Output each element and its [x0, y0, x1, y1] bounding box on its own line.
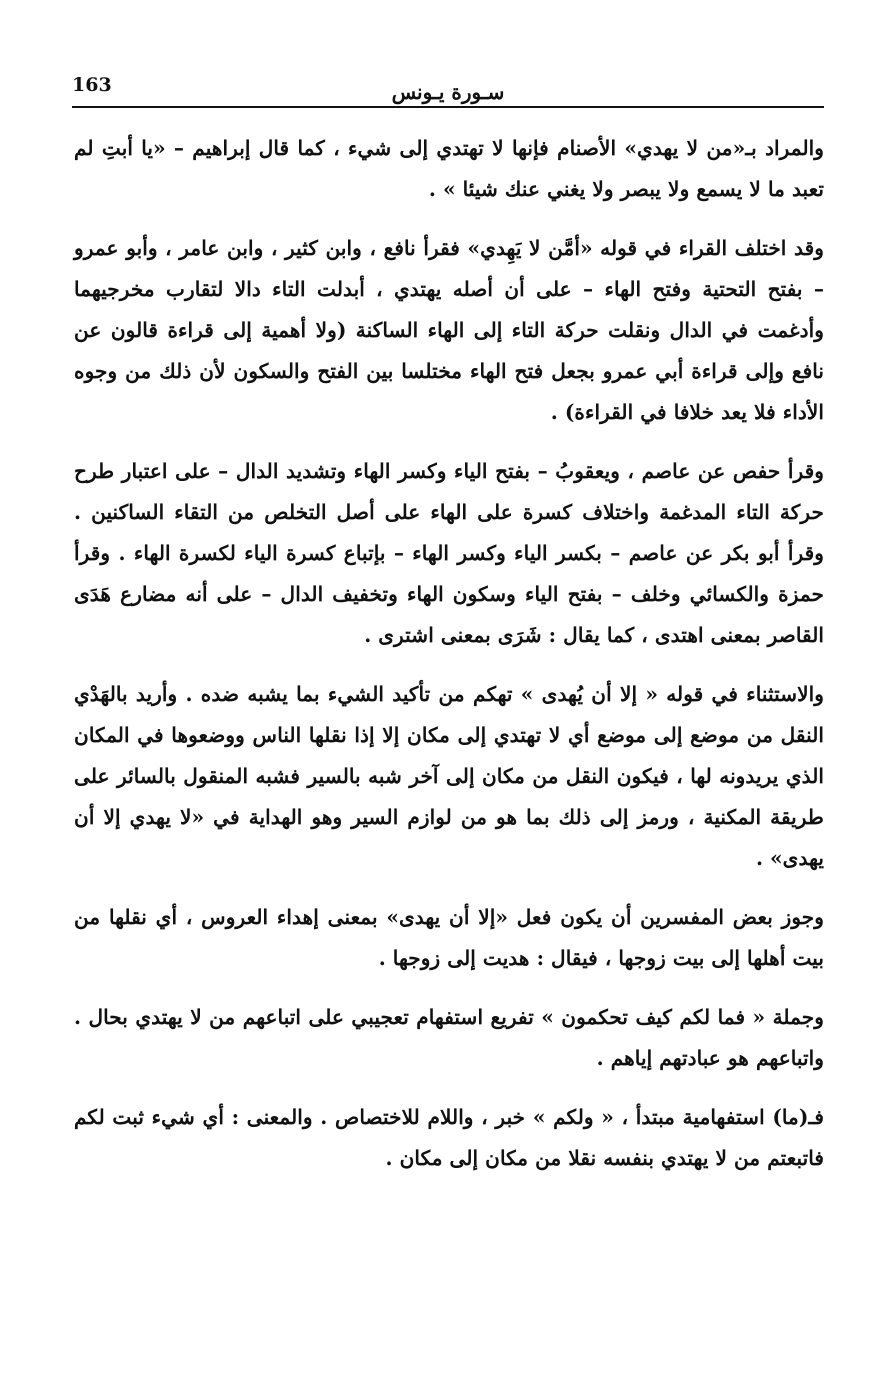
paragraph-3: وقرأ حفص عن عاصم ، ويعقوبُ – بفتح الياء وكسر الهاء وتشديد الدال – على اعتبار طرح حركة التاء المدغمة واختلاف كسرة على الهاء على أصل التخلص من التقاء الساكنين . وقرأ أبو بكر عن عاصم – بكسر الياء وكسر الهاء – بإتباع كسرة الياء لكسرة الهاء . وقرأ حمزة والكسائي وخلف – بفتح الياء وسكون الهاء وتخفيف الدال – على أنه مضارع هَدَى القاصر بمعنى اهتدى ، كما يقال : شَرَى بمعنى اشترى .: [74, 459, 824, 647]
paragraph-1: والمراد بـ«من لا يهدي» الأصنام فإنها لا تهتدي إلى شيء ، كما قال إبراهيم – «يا أبتِ لم تعبد ما لا يسمع ولا يبصر ولا يغني عنك شيئا » .: [74, 136, 824, 201]
page-number: 163: [72, 74, 112, 96]
page-header: [72, 74, 824, 108]
paragraph-4: والاستثناء في قوله « إلا أن يُهدى » تهكم من تأكيد الشيء بما يشبه ضده . وأريد بالهَدْي النقل من موضع إلى موضع أي لا تهتدي إلى مكان إلا إذا نقلها الناس ووضعوها في المكان الذي يريدونه لها ، فيكون النقل من مكان إلى آخر شبه بالسير فشبه المنقول بالسائر على طريقة المكنية ، ورمز إلى ذلك بما هو من لوازم السير وهو الهداية في «لا يهدي إلا أن يهدى» .: [74, 682, 824, 870]
running-title: سـورة يـونس: [391, 80, 505, 104]
paragraph-2: وقد اختلف القراء في قوله «أمَّن لا يَهِدي» فقرأ نافع ، وابن كثير ، وابن عامر ، وأبو عمرو – بفتح التحتية وفتح الهاء – على أن أصله يهتدي ، أبدلت التاء دالا لتقارب مخرجيهما وأدغمت في الدال ونقلت حركة التاء إلى الهاء الساكنة (ولا أهمية إلى قراءة قالون عن نافع وإلى قراءة أبي عمرو بجعل فتح الهاء مختلسا بين الفتح والسكون لأن ذلك من وجوه الأداء فلا يعد خلافا في القراءة) .: [74, 236, 824, 424]
header-rule: [72, 106, 824, 108]
body-text: [74, 128, 824, 1197]
paragraph-6: وجملة « فما لكم كيف تحكمون » تفريع استفهام تعجيبي على اتباعهم من لا يهتدي بحال . واتباعهم هو عبادتهم إياهم .: [74, 1005, 824, 1070]
paragraph-5: وجوز بعض المفسرين أن يكون فعل «إلا أن يهدى» بمعنى إهداء العروس ، أي نقلها من بيت أهلها إلى بيت زوجها ، فيقال : هديت إلى زوجها .: [74, 905, 824, 970]
paragraph-7: فـ(ما) استفهامية مبتدأ ، « ولكم » خبر ، واللام للاختصاص . والمعنى : أي شيء ثبت لكم فاتبعتم من لا يهتدي بنفسه نقلا من مكان إلى مكان .: [74, 1105, 824, 1170]
